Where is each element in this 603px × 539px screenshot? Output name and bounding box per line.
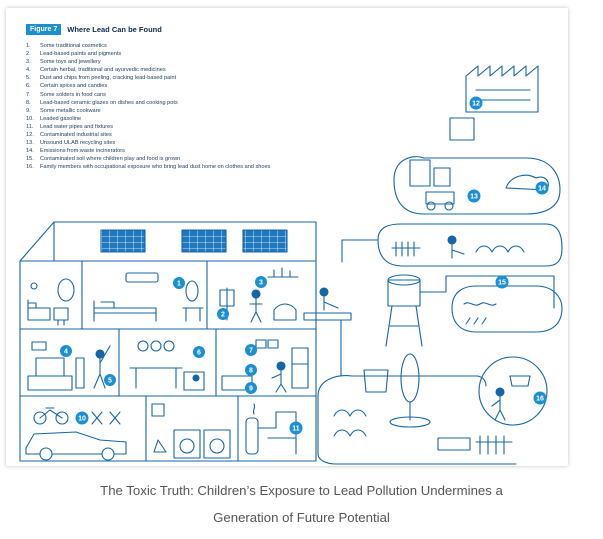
list-item-number: 16. [26, 164, 34, 171]
list-item-number: 14. [26, 148, 34, 155]
list-item [26, 91, 386, 99]
list-item-number: 10. [26, 115, 34, 122]
list-item [26, 42, 386, 50]
marker-13-label: 13 [470, 193, 478, 201]
list-item [26, 147, 386, 155]
list-item-text: Contaminated soil where children play and food is grown [40, 156, 181, 163]
list-item [26, 155, 386, 163]
list-item-text: Certain herbal, traditional and ayurvedic medicines [40, 67, 166, 74]
list-item [26, 82, 386, 90]
list-item [26, 107, 386, 115]
marker-14 [536, 182, 549, 195]
marker-11 [290, 422, 303, 435]
marker-6-label: 6 [197, 349, 201, 357]
list-item [26, 58, 386, 66]
list-item [26, 115, 386, 123]
lead-source-list [26, 42, 386, 172]
marker-16 [534, 392, 547, 405]
house [20, 222, 316, 461]
pond-garden [452, 286, 562, 332]
list-item-text: Leaded gasoline [40, 115, 82, 122]
worker-home-circle [479, 357, 547, 425]
list-item [26, 74, 386, 82]
marker-3-label: 3 [259, 279, 263, 287]
marker-8-label: 8 [249, 367, 253, 375]
list-item-number: 13. [26, 140, 34, 147]
marker-2 [217, 308, 229, 320]
dining-room [130, 341, 204, 390]
list-item-number: 12. [26, 132, 34, 139]
caption-line-2: Generation of Future Potential [213, 510, 390, 525]
list-item-text: Some metallic cookware [40, 107, 101, 114]
marker-15 [496, 276, 509, 289]
marker-7-label: 7 [249, 347, 253, 355]
list-item-text: Some traditional cosmetics [40, 43, 107, 49]
marker-15-label: 15 [498, 279, 506, 287]
marker-13 [468, 190, 481, 203]
figure-title: Where Lead Can be Found [67, 25, 162, 34]
figure-badge: Figure 7 [26, 24, 61, 35]
solar-panels [101, 230, 287, 252]
list-item-text: Lead water pipes and fixtures [40, 123, 114, 130]
kitchen [222, 340, 308, 392]
list-item-text: Unsound ULAB recycling sites [40, 140, 116, 147]
marker-7 [245, 344, 257, 356]
list-item-text: Some toys and jewellery [40, 59, 101, 66]
marker-8 [245, 364, 257, 376]
pipe [342, 240, 378, 262]
marker-2-label: 2 [221, 311, 225, 319]
marker-12-label: 12 [472, 100, 480, 108]
marker-1 [173, 277, 185, 289]
figure-caption [0, 477, 603, 531]
list-item-number: 6. [26, 83, 31, 90]
marker-5-label: 5 [108, 377, 112, 385]
bedroom [94, 273, 203, 321]
list-item-number: 4. [26, 67, 31, 74]
marker-16-label: 16 [536, 395, 544, 403]
list-item [26, 66, 386, 74]
marker-4 [60, 345, 72, 357]
list-item-text: Lead-based paints and pigments [40, 51, 122, 58]
list-item [26, 123, 386, 131]
utility-room [246, 404, 296, 454]
marker-1-label: 1 [177, 280, 181, 288]
laundry-room [152, 404, 230, 458]
marker-12 [470, 97, 483, 110]
figure-header [26, 24, 162, 35]
marker-3 [255, 276, 267, 288]
marker-10 [76, 412, 89, 425]
list-item [26, 131, 386, 139]
caption-line-1: The Toxic Truth: Children’s Exposure to Lead Pollution Undermines a [100, 483, 503, 498]
list-item [26, 50, 386, 58]
list-item [26, 139, 386, 147]
marker-9 [245, 382, 257, 394]
list-item [26, 99, 386, 107]
marker-11-label: 11 [292, 425, 300, 433]
list-item-number: 11. [26, 123, 34, 130]
list-item-text: Family members with occupational exposure who bring lead dust home on clothes and shoes [40, 164, 271, 171]
list-item-number: 8. [26, 99, 31, 106]
list-item-number: 1. [26, 43, 31, 49]
list-item-number: 2. [26, 51, 31, 58]
list-item-number: 15. [26, 156, 34, 163]
list-item-number: 5. [26, 75, 31, 82]
list-item [26, 163, 386, 171]
bathroom [28, 279, 74, 325]
list-item-number: 3. [26, 59, 31, 66]
list-item-text: Emissions from waste incinerators [40, 148, 125, 155]
kids-room [220, 268, 298, 322]
list-item-text: Lead-based ceramic glazes on dishes and cooking pots [40, 99, 178, 106]
marker-5 [104, 374, 116, 386]
marker-6 [193, 346, 205, 358]
list-item-text: Some solders in food cans [40, 91, 106, 98]
farm-field [378, 224, 562, 266]
workbench [304, 288, 351, 320]
list-item-text: Dust and chips from peeling, cracking lead-based paint [40, 75, 177, 82]
marker-14-label: 14 [538, 185, 546, 193]
list-item-number: 7. [26, 91, 31, 98]
list-item-text: Contaminated industrial sites [40, 132, 112, 139]
marker-10-label: 10 [78, 415, 86, 423]
marker-4-label: 4 [64, 348, 68, 356]
figure-card [6, 8, 568, 466]
list-item-text: Certain spices and candies [40, 83, 108, 90]
marker-9-label: 9 [249, 385, 253, 393]
list-item-number: 9. [26, 107, 31, 114]
